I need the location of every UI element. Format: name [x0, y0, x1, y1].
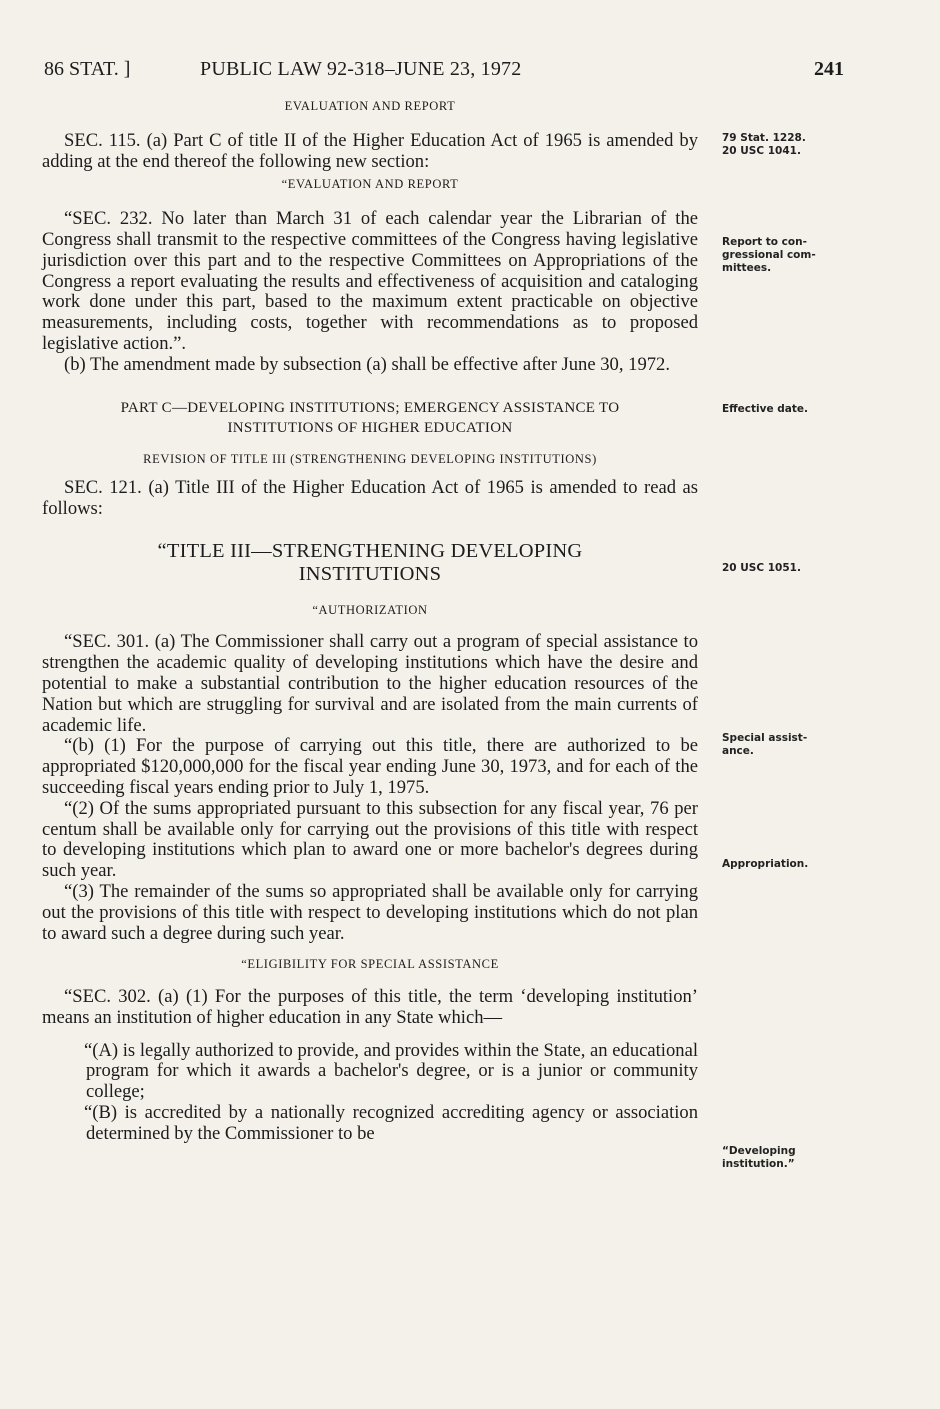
running-title: PUBLIC LAW 92-318–JUNE 23, 1972	[200, 58, 522, 80]
evaluation-heading: EVALUATION AND REPORT	[284, 99, 456, 113]
sec115-a: SEC. 115. (a) Part C of title II of the Higher Education Act of 1965 is amended by adding at the end thereof the following new section:	[42, 129, 698, 172]
sec302: “SEC. 302. (a) (1) For the purposes of this title, the term ‘developing institution’ means an institution of higher education in any State which—	[42, 986, 698, 1028]
sec232: “SEC. 232. No later than March 31 of each calendar year the Librarian of the Congress shall transmit to the respective committees of the Congress having legislative jurisdiction over this part and to the respective Committees on Appropriations of the Congress a report evaluating the results and effectiveness of acquisition and cataloging work done under this part, based to the maximum extent practicable on objective measurements, including costs, together with recommendations as to proposed legislative action.”.	[42, 208, 698, 354]
margin-note-effective-date: Effective date.	[722, 403, 808, 415]
margin-note-stat-ref: 79 Stat. 1228. 20 USC 1041.	[722, 132, 806, 157]
sec121: SEC. 121. (a) Title III of the Higher Education Act of 1965 is amended to read as follows:	[42, 476, 698, 519]
inner-evaluation-heading: “EVALUATION AND REPORT	[281, 177, 459, 192]
sec301-b2: “(2) Of the sums appropriated pursuant to this subsection for any fiscal year, 76 per centum shall be available only for carrying out the provisions of this title with respect to developing institutions which plan to award one or more bachelor's degrees during such year.	[42, 797, 698, 882]
clause-a: “(A) is legally authorized to provide, and provides within the State, an educational program for which it awards a bachelor's degree, or is a junior or community college;	[84, 1039, 698, 1103]
title3-heading-2: INSTITUTIONS	[298, 562, 442, 585]
authorization-heading: “AUTHORIZATION	[312, 602, 428, 617]
part-c-heading-2: INSTITUTIONS OF HIGHER EDUCATION	[227, 420, 513, 437]
eligibility-heading: “ELIGIBILITY FOR SPECIAL ASSISTANCE	[241, 957, 499, 972]
statute-text	[42, 96, 698, 1145]
margin-note-usc-1051: 20 USC 1051.	[722, 562, 801, 574]
revision-heading: REVISION OF TITLE III (STRENGTHENING DEVELOPING INSTITUTIONS)	[143, 452, 597, 467]
page-number: 241	[814, 58, 844, 80]
part-c-heading-1: PART C—DEVELOPING INSTITUTIONS; EMERGENCY ASSISTANCE TO	[120, 399, 620, 416]
sec301-b1: “(b) (1) For the purpose of carrying out this title, there are authorized to be appropriated $120,000,000 for the fiscal year ending June 30, 1973, and for each of the succeeding fiscal years ending prior to July 1, 1975.	[42, 735, 698, 798]
sec301-a: “SEC. 301. (a) The Commissioner shall carry out a program of special assistance to strengthen the academic quality of developing institutions which have the desire and potential to make a substantial contribution to the higher education resources of the Nation but which are struggling for survival and are isolated from the main currents of academic life.	[42, 631, 698, 736]
sec301-b3: “(3) The remainder of the sums so appropriated shall be available only for carrying out the provisions of this title with respect to developing institutions which do not plan to award such a degree during such year.	[42, 880, 698, 944]
margin-note-special-assistance: Special assist- ance.	[722, 732, 808, 757]
sec115-b: (b) The amendment made by subsection (a) shall be effective after June 30, 1972.	[64, 353, 670, 375]
title3-heading-1: “TITLE III—STRENGTHENING DEVELOPING	[157, 539, 583, 562]
clause-b: “(B) is accredited by a nationally recognized accrediting agency or association determined by the Commissioner to be	[84, 1102, 698, 1144]
margin-note-report: Report to con- gressional com- mittees.	[722, 236, 816, 274]
page-header	[44, 58, 844, 84]
margin-note-appropriation: Appropriation.	[722, 858, 809, 870]
margin-note-developing-institution: “Developing institution.”	[722, 1145, 796, 1170]
stat-volume: 86 STAT. ]	[44, 58, 131, 80]
